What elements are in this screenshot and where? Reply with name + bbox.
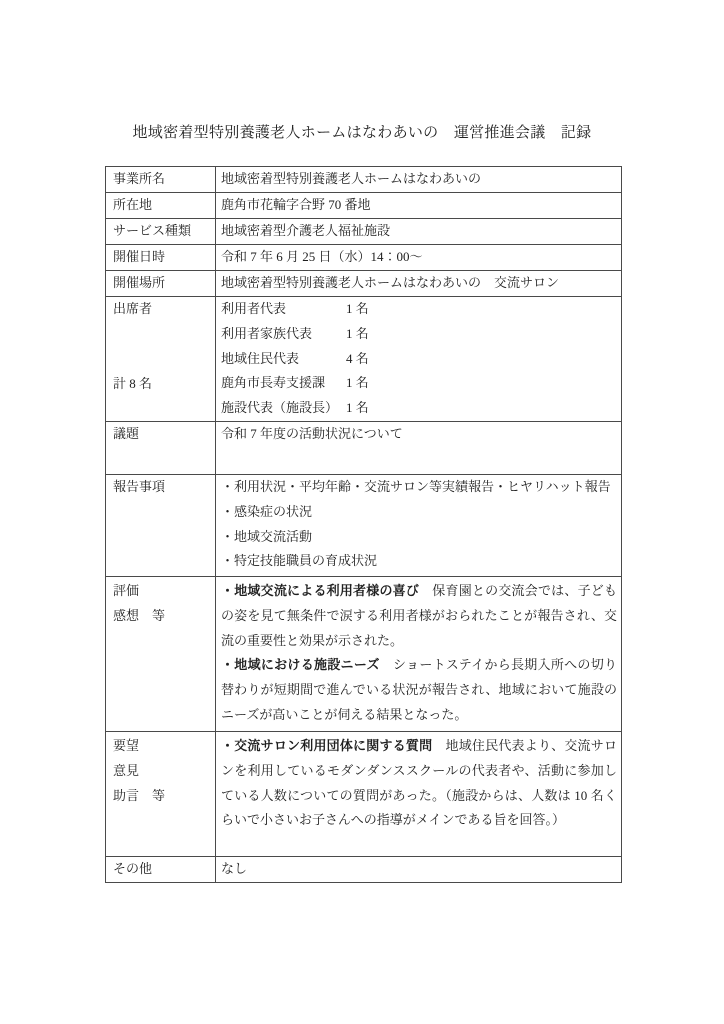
paragraph-heading: ・地域における施設ニーズ <box>221 657 380 673</box>
attendee-line <box>221 297 617 322</box>
service-type-label: サービス種類 <box>106 219 216 245</box>
requests-label-line: 要望 <box>113 737 140 753</box>
venue-label: 開催場所 <box>106 271 216 297</box>
address-value: 鹿角市花輪字合野 70 番地 <box>216 193 622 219</box>
reports-label: 報告事項 <box>106 474 216 576</box>
attendee-role: 地域住民代表 <box>221 350 300 366</box>
paragraph-body: ショートステイから長期入所への切り替わりが短期間で進んでいる状況が報告され、地域において施設のニーズが高いことが伺える結果となった。 <box>221 657 617 722</box>
attendee-line <box>221 396 617 421</box>
attendee-count: 1 名 <box>346 375 369 391</box>
attendees-total: 計 8 名 <box>113 375 153 391</box>
address-label: 所在地 <box>106 193 216 219</box>
table-row-address <box>106 193 622 219</box>
attendee-count: 1 名 <box>346 400 369 416</box>
meeting-record-table <box>105 166 622 883</box>
table-row-venue <box>106 271 622 297</box>
datetime-label: 開催日時 <box>106 245 216 271</box>
requests-label-line: 助言 等 <box>113 787 166 803</box>
other-label: その他 <box>106 856 216 882</box>
evaluation-label-line: 評価 <box>113 582 140 598</box>
datetime-value: 令和 7 年 6 月 25 日（水）14：00～ <box>216 245 622 271</box>
attendee-line <box>221 371 617 396</box>
attendee-line <box>221 322 617 347</box>
attendee-role: 利用者代表 <box>221 301 287 316</box>
service-type-value: 地域密着型介護老人福祉施設 <box>216 219 622 245</box>
report-item: ・感染症の状況 <box>221 503 313 519</box>
venue-value: 地域密着型特別養護老人ホームはなわあいの 交流サロン <box>216 271 622 297</box>
attendees-label: 出席者 <box>113 301 153 316</box>
requests-paragraph <box>221 734 617 833</box>
table-row-datetime <box>106 245 622 271</box>
agenda-label: 議題 <box>106 421 216 474</box>
report-item: ・特定技能職員の育成状況 <box>221 553 378 569</box>
office-name-label: 事業所名 <box>106 167 216 193</box>
attendee-role: 鹿角市長寿支援課 <box>221 375 326 391</box>
table-row-service-type <box>106 219 622 245</box>
table-row-requests <box>106 731 622 856</box>
requests-value-cell <box>216 731 622 856</box>
requests-label-line: 意見 <box>113 762 140 778</box>
reports-value-cell <box>216 474 622 576</box>
attendee-line <box>221 347 617 372</box>
attendees-value-cell <box>216 297 622 422</box>
office-name-value: 地域密着型特別養護老人ホームはなわあいの <box>216 167 622 193</box>
table-row-other <box>106 856 622 882</box>
evaluation-paragraph <box>221 653 617 727</box>
attendee-count: 4 名 <box>346 350 369 366</box>
table-row-attendees <box>106 297 622 422</box>
table-row-agenda <box>106 421 622 474</box>
attendee-count: 1 名 <box>346 325 369 341</box>
report-item: ・利用状況・平均年齢・交流サロン等実績報告・ヒヤリハット報告 <box>221 478 611 494</box>
document-title: 地域密着型特別養護老人ホームはなわあいの 運営推進会議 記録 <box>132 125 592 141</box>
table-row-evaluation <box>106 576 622 731</box>
table-row-office-name <box>106 167 622 193</box>
agenda-value: 令和 7 年度の活動状況について <box>216 421 622 474</box>
attendees-label-cell <box>106 297 216 422</box>
paragraph-body: 地域住民代表より、交流サロンを利用しているモダンダンススクールの代表者や、活動に参加している人数についての質問があった。（施設からは、人数は 10 名くらいで小さいお子さんへの指導がメインである旨を回答。） <box>221 737 617 828</box>
evaluation-value-cell <box>216 576 622 731</box>
attendee-role: 施設代表（施設長） <box>221 400 339 416</box>
paragraph-body: 保育園との交流会では、子どもの姿を見て無条件で涙する利用者様がおられたことが報告され、交流の重要性と効果が示された。 <box>221 582 617 648</box>
attendee-role: 利用者家族代表 <box>221 325 313 341</box>
evaluation-paragraph <box>221 579 617 653</box>
paragraph-heading: ・地域交流による利用者様の喜び <box>221 582 420 598</box>
evaluation-label-cell <box>106 576 216 731</box>
attendee-count: 1 名 <box>346 301 369 316</box>
table-row-reports <box>106 474 622 576</box>
evaluation-label-line: 感想 等 <box>113 607 166 623</box>
other-value: なし <box>216 856 622 882</box>
report-item: ・地域交流活動 <box>221 528 313 544</box>
requests-label-cell <box>106 731 216 856</box>
paragraph-heading: ・交流サロン利用団体に関する質問 <box>221 737 433 753</box>
